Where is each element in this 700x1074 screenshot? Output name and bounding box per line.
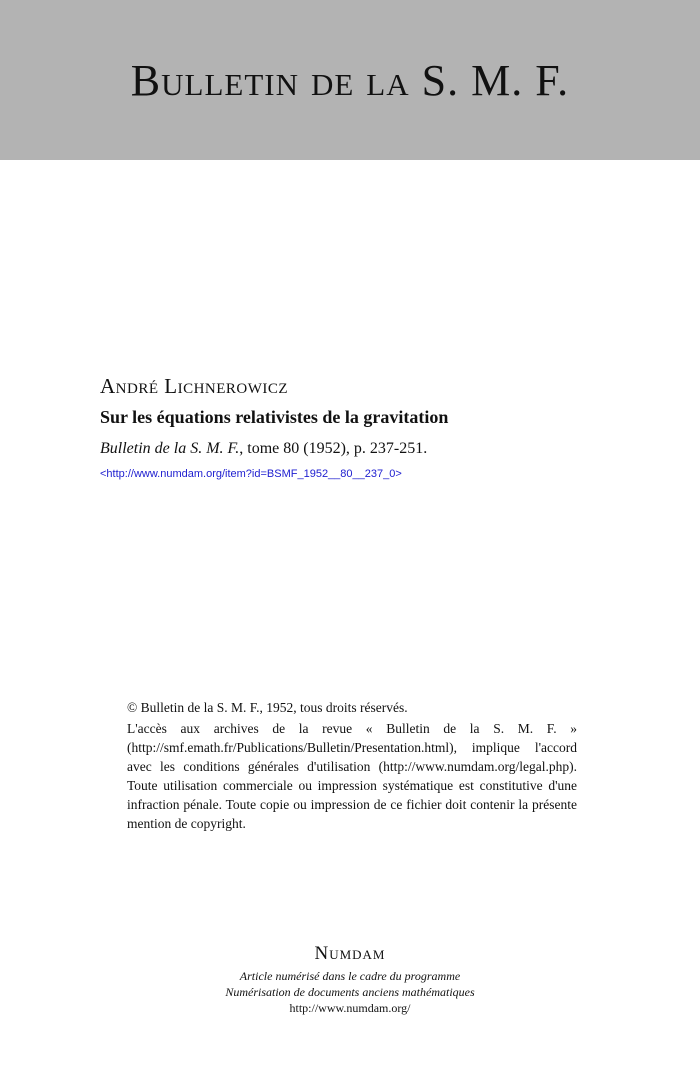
numdam-footer (0, 940, 700, 1016)
journal-banner-title: Bulletin de la S. M. F. (130, 56, 570, 105)
article-url-link[interactable]: <http://www.numdam.org/item?id=BSMF_1952__80__237_0> (100, 468, 402, 480)
rights-paragraph: L'accès aux archives de la revue « Bulletin de la S. M. F. » (http://smf.emath.fr/Publications/Bulletin/Presentation.html), implique l'accord avec les conditions générales d'utilisation (http://www.numdam.org/legal.php). Toute utilisation commerciale ou impression systématique est constitutive d'une infraction pénale. Toute copie ou impression de ce fichier doit contenir la présente mention de copyright. (127, 721, 577, 831)
rights-notice (127, 698, 577, 833)
article-title: Sur les équations relativistes de la gravitation (100, 407, 449, 427)
copyright-line: © Bulletin de la S. M. F., 1952, tous droits réservés. (127, 700, 408, 715)
article-header (100, 372, 620, 484)
citation-details: , tome 80 (1952), p. 237-251. (239, 440, 428, 457)
article-author: André Lichnerowicz (100, 374, 289, 398)
footer-program-line: Article numérisé dans le cadre du programme (239, 969, 461, 983)
citation-journal: Bulletin de la S. M. F. (100, 440, 240, 457)
footer-program-name: Numérisation de documents anciens mathématiques (225, 985, 475, 999)
journal-banner (0, 0, 700, 160)
numdam-logo: Numdam (314, 943, 386, 964)
footer-url-link[interactable]: http://www.numdam.org/ (289, 1001, 411, 1015)
article-citation (100, 434, 620, 464)
